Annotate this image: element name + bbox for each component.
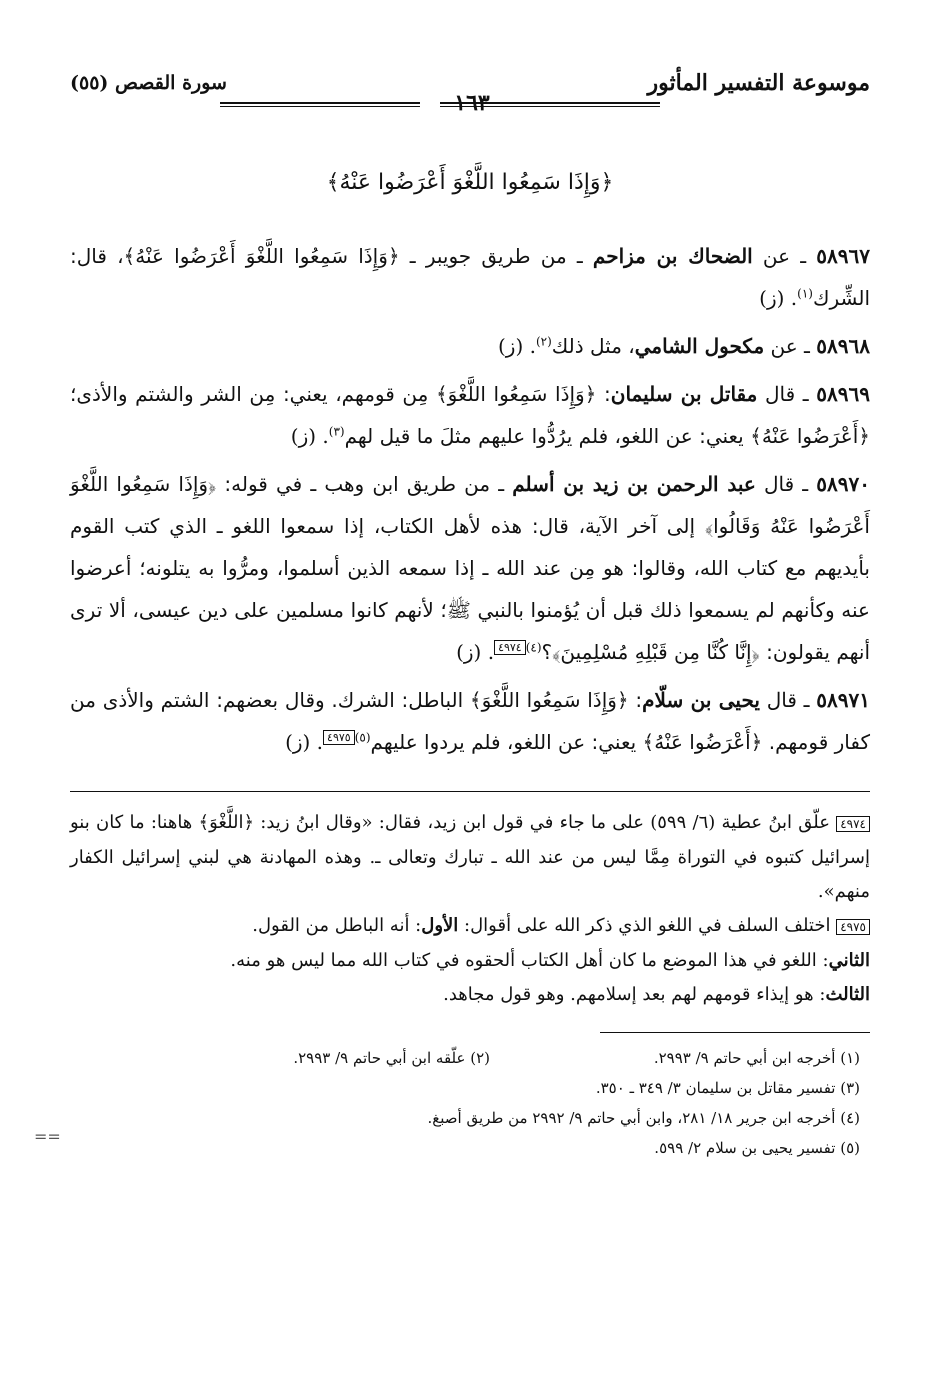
commentary-notes xyxy=(70,806,870,1012)
commentary-note xyxy=(70,909,870,944)
footnote-ref: (٥) xyxy=(354,730,371,745)
commentary-note xyxy=(70,806,870,909)
entry-text: ـ من طريق ابن وهب ـ في قوله: ﴿وَإِذَا سَمِعُوا اللَّغْوَ أَعْرَضُوا عَنْهُ وَقَالُوا﴾ إلى آخر الآية، قال: هذه لأهل الكتاب، إذا سمعوا اللغو ـ الذي كتب القوم بأيديهم مع كتاب الله، وقالوا: هو مِن عند الله ـ إذا سمعه الذين أسلموا، ومرُّوا به يتلونه؛ أعرضوا عنه وكأنهم لم يسمعوا ذلك قبل أن يُؤمنوا بالنبي ﷺ؛ لأنهم كانوا مسلمين على دين عيسى، ألا ترى أنهم يقولون: ﴿إِنَّا كُنَّا مِن قَبْلِهِ مُسْلِمِينَ﴾؟ xyxy=(70,472,870,664)
notes-separator xyxy=(70,791,870,792)
note-label: الثالث xyxy=(825,984,870,1005)
entry-ref-mark: . (ز) xyxy=(759,286,798,310)
footnote-ref: (٢) xyxy=(535,334,552,349)
entry-intro: ـ قال xyxy=(757,382,817,406)
entry-intro: ـ عن xyxy=(764,334,817,358)
commentary-note xyxy=(70,944,870,978)
ayah-heading: ﴿وَإِذَا سَمِعُوا اللَّغْوَ أَعْرَضُوا عَنْهُ﴾ xyxy=(326,170,614,195)
footnotes-separator xyxy=(600,1032,870,1033)
entry-number: ٥٨٩٧٠ xyxy=(816,472,871,496)
surah-title: سورة القصص (٥٥) xyxy=(70,72,227,94)
page xyxy=(70,60,870,1163)
footnote-row xyxy=(70,1043,860,1073)
footnote-row xyxy=(70,1103,860,1133)
note-text: : اللغو في هذا الموضع ما كان أهل الكتاب ألحقوه في كتاب الله مما ليس هو منه. xyxy=(230,950,829,971)
note-ref-box: ٤٩٧٥ xyxy=(323,730,355,745)
entry-intro: ـ عن xyxy=(752,244,817,268)
note-number-box: ٤٩٧٤ xyxy=(836,816,870,832)
entry-ref-mark: . (ز) xyxy=(290,424,329,448)
entry-ref-mark: . (ز) xyxy=(285,730,324,754)
margin-mark: == xyxy=(34,1127,61,1146)
narration-entry xyxy=(70,373,870,457)
note-text: : هو إيذاء قومهم لهم بعد إسلامهم. وهو قول مجاهد. xyxy=(443,984,826,1005)
narrator-name: الضحاك بن مزاحم xyxy=(592,244,753,268)
note-text: : أنه الباطل من القول. xyxy=(252,915,422,936)
entry-intro: ـ قال xyxy=(755,472,817,496)
entry-text: : ﴿وَإِذَا سَمِعُوا اللَّغْوَ﴾ الباطل: الشرك. وقال بعضهم: الشتم والأذى من كفار قومهم. ﴿أَعْرَضُوا عَنْهُ﴾ يعني: عن اللغو، فلم يردوا عليهم xyxy=(70,688,870,754)
entry-text: ، مثل ذلك xyxy=(551,334,635,358)
footnote: (٤) أخرجه ابن جرير ١٨/ ٢٨١، وابن أبي حاتم ٩/ ٢٩٩٢ من طريق أصبغ. xyxy=(427,1109,860,1127)
entry-intro: ـ قال xyxy=(759,688,817,712)
note-ref-box: ٤٩٧٤ xyxy=(494,640,526,655)
note-label: الثاني xyxy=(828,950,870,971)
narrator-name: عبد الرحمن بن زيد بن أسلم xyxy=(512,472,756,496)
book-title: موسوعة التفسير المأثور xyxy=(647,70,870,96)
entry-ref-mark: . (ز) xyxy=(456,640,495,664)
entry-number: ٥٨٩٦٧ xyxy=(816,244,870,268)
note-text: اختلف السلف في اللغو الذي ذكر الله على أقوال: xyxy=(458,915,837,936)
entry-number: ٥٨٩٦٩ xyxy=(816,382,870,406)
narrator-name: مقاتل بن سليمان xyxy=(610,382,758,406)
entry-text: : ﴿وَإِذَا سَمِعُوا اللَّغْوَ﴾ مِن قومهم، يعني: مِن الشر والشتم والأذى؛ ﴿أَعْرَضُوا عَنْهُ﴾ يعني: عن اللغو، فلم يرُدُّوا عليهم مثلَ ما قيل لهم xyxy=(70,382,870,448)
note-label: الأول xyxy=(421,915,459,936)
page-number: ١٦٣ xyxy=(454,90,490,116)
note-text: علّق ابنُ عطية (٦/ ٥٩٩) على ما جاء في قول ابن زيد، فقال: «وقال ابنُ زيد: ﴿اللَّغْوَ﴾ هاهنا: ما كان بنو إسرائيل كتبوه في التوراة مِمَّا ليس من عند الله ـ تبارك وتعالى ـ. وهذه المهادنة هي لبني إسرائيل الكفار منهم». xyxy=(70,812,870,902)
footnote-ref: (٣) xyxy=(328,424,345,439)
footnote-ref: (١) xyxy=(797,286,813,301)
narration-entry xyxy=(70,463,870,673)
narrator-name: مكحول الشامي xyxy=(634,334,765,358)
footnote-row xyxy=(70,1073,860,1103)
footnote: (٣) تفسير مقاتل بن سليمان ٣/ ٣٤٩ ـ ٣٥٠. xyxy=(595,1079,860,1097)
note-number-box: ٤٩٧٥ xyxy=(836,919,870,935)
entry-number: ٥٨٩٧١ xyxy=(816,688,870,712)
footnote: (٥) تفسير يحيى بن سلام ٢/ ٥٩٩. xyxy=(654,1139,860,1157)
narration-entry xyxy=(70,235,870,319)
narrator-name: يحيى بن سلّام xyxy=(642,688,760,712)
running-header xyxy=(70,60,870,116)
narration-entry xyxy=(70,679,870,763)
footnote: (٢) علّقه ابن أبي حاتم ٩/ ٢٩٩٣. xyxy=(293,1049,490,1067)
footnote-row xyxy=(70,1133,860,1163)
entry-ref-mark: . (ز) xyxy=(497,334,536,358)
commentary-note xyxy=(70,978,870,1012)
narration-entry xyxy=(70,325,870,367)
footnote-ref: (٤) xyxy=(525,640,542,655)
footnotes xyxy=(70,1043,870,1163)
entry-number: ٥٨٩٦٨ xyxy=(816,334,870,358)
narrations xyxy=(70,235,870,763)
header-rule-left xyxy=(220,102,420,107)
entry-text: ـ من طريق جويبر ـ ﴿وَإِذَا سَمِعُوا اللَّغْوَ أَعْرَضُوا عَنْهُ﴾، قال: الشِّرك xyxy=(70,244,870,310)
footnote: (١) أخرجه ابن أبي حاتم ٩/ ٢٩٩٣. xyxy=(653,1049,860,1067)
